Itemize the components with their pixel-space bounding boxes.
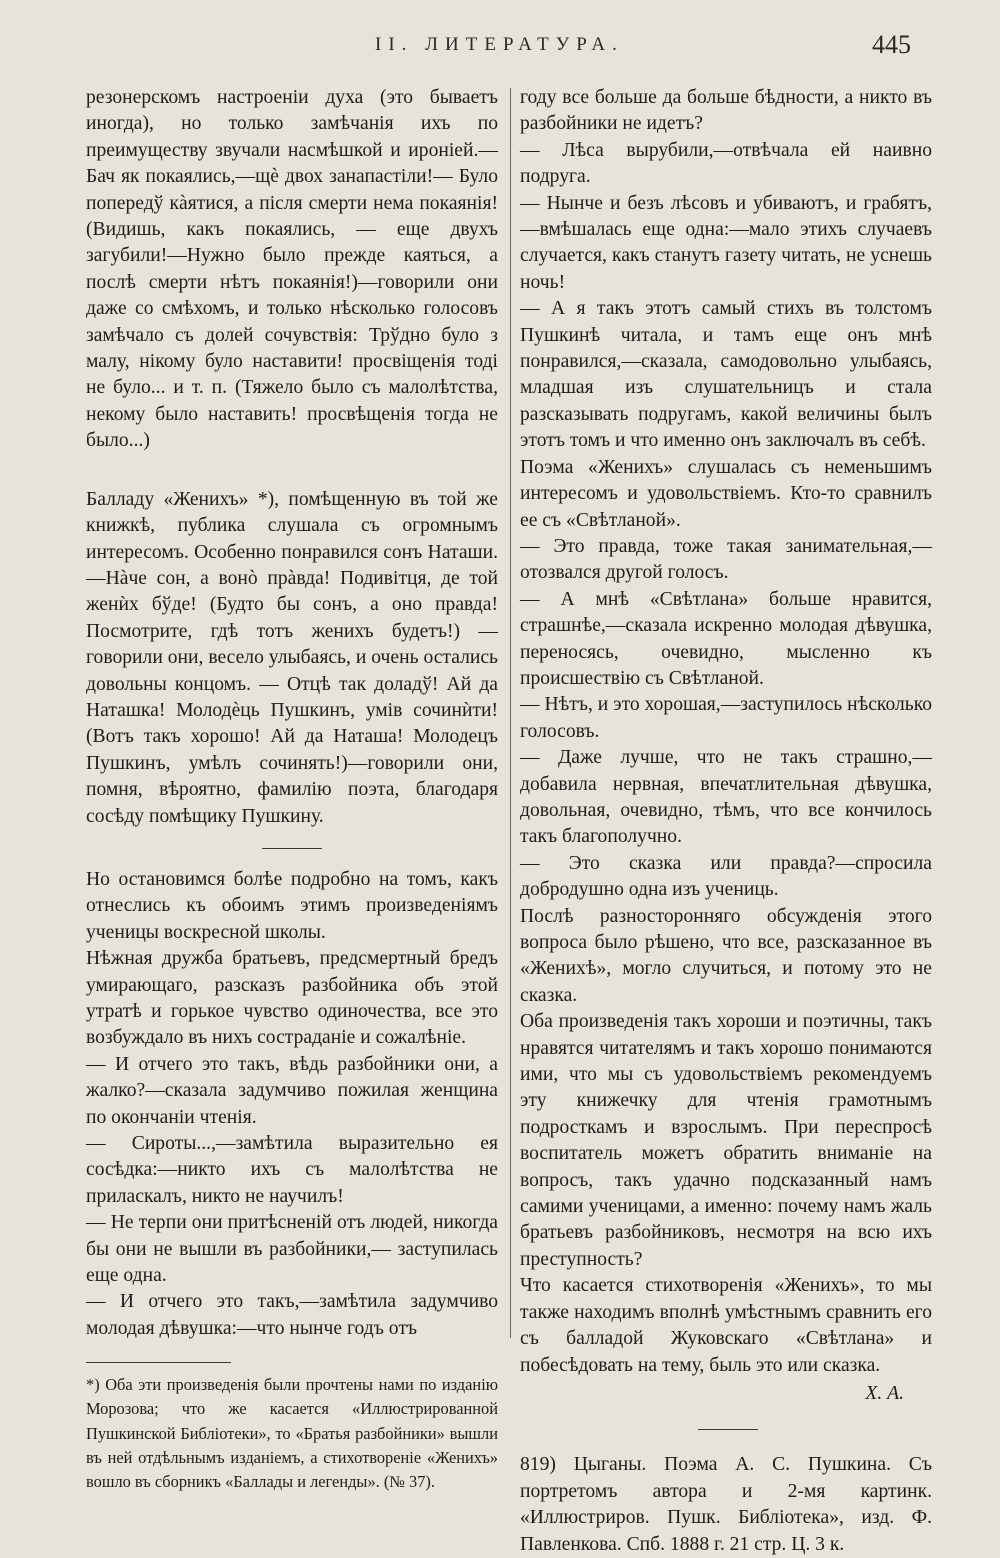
paragraph: Оба произведенія такъ хороши и поэтичны, такъ нравятся читателямъ и такъ хорошо понимаются ими, что мы съ удовольствіемъ рекомендуемъ эту книжечку для чтенія грамотнымъ подросткамъ и взрослымъ. При переспросѣ воспитатель можетъ обратить вниманіе на вопросъ, такъ удачно подсказанный намъ самими ученицами, а именно: почему намъ жаль братьевъ разбойниковъ, несмотря на всю ихъ преступность? (520, 1011, 932, 1270)
paragraph: Послѣ разносторонняго обсужденія этого вопроса было рѣшено, что все, разсказанное въ «Женихѣ», могло случиться, и потому это не сказка. (520, 905, 932, 1006)
paragraph: — Сироты...,—замѣтила выразительно ея сосѣдка:—никто ихъ съ малолѣтства не приласкалъ, никто не научилъ! (86, 1133, 498, 1207)
footnote-divider (86, 1362, 231, 1363)
author-signature: Х. А. (865, 1382, 904, 1404)
section-divider (698, 1429, 758, 1430)
section-divider (262, 848, 322, 849)
paragraph: — Лѣса вырубили,—отвѣчала ей наивно подруга. (520, 139, 932, 188)
paragraph: — А мнѣ «Свѣтлана» больше нравится, страшнѣе,—сказала искренно молодая дѣвушка, переносясь, очевидно, мысленно къ происшествію съ Свѣтланой. (520, 588, 932, 689)
column-divider (510, 88, 511, 1338)
left-column (86, 85, 498, 1494)
paragraph: резонерскомъ настроеніи духа (это бываетъ иногда), но только замѣчанія ихъ по преимуществу звучали насмѣшкой и ироніей.— Бач як покаялись,—щѐ двох занапастіли!— Було попередў кàятися, а після смерти нема покаянія! (Видишь, какъ покаялись, — еще двухъ загубили!—Нужно было прежде каяться, а послѣ смерти нѣтъ покаянія!)—говорили они даже со смѣхомъ, и только нѣсколько голосовъ замѣчало съ долей сочувствія: Трўдно було з малу, нікому було наставити! просвіщенія тоді не було... и т. п. (Тяжело было съ малолѣтства, некому было наставить! просвѣщенія тогда не было...) (86, 87, 498, 452)
paragraph: — А я такъ этотъ самый стихъ въ толстомъ Пушкинѣ читала, и тамъ еще онъ мнѣ понравился,—сказала, самодовольно улыбаясь, младшая изъ слушательницъ и стала разсказывать подругамъ, какой величины былъ этотъ томъ и что именно онъ заключалъ въ себѣ. (520, 298, 932, 452)
section-gap (86, 455, 498, 487)
paragraph: Балладу «Женихъ» *), помѣщенную въ той же книжкѣ, публика слушала съ огромнымъ интересомъ. Особенно понравился сонъ Наташи.—Нàче сон, а вонò прàвда! Подивітця, де той женѝх бўде! (Будто бы сонъ, а оно правда! Посмотрите, гдѣ тотъ женихъ будетъ!) — говорили они, весело улыбаясь, и очень остались довольны концомъ. — Отцѣ так доладў! Ай да Наташка! Молодѐць Пушкинъ, умів сочинѝти! (Вотъ такъ хорошо! Ай да Наташа! Молодецъ Пушкинъ, умѣлъ сочинять!)—говорили они, помня, вѣроятно, фамилію поэта, благодаря сосѣду помѣщику Пушкину. (86, 488, 498, 827)
paragraph: — Нѣтъ, и это хорошая,—заступилось нѣсколько голосовъ. (520, 694, 933, 742)
footnote: *) Оба эти произведенія были прочтены нами по изданію Морозова; что же касается «Иллюстрированной Пушкинской Библіотеки», то «Братья разбойники» вышли въ ней отдѣльнымъ изданіемъ, а стихотвореніе «Женихъ» вошло въ сборникъ «Баллады и легенды». (№ 37). (86, 1375, 498, 1492)
paragraph: — И отчего это такъ,—замѣтила задумчиво молодая дѣвушка:—что нынче годъ отъ (86, 1291, 498, 1339)
paragraph: — Это правда, тоже такая занимательная,—отозвался другой голосъ. (520, 535, 932, 584)
paragraph: Но остановимся болѣе подробно на томъ, какъ отнеслись къ обоимъ этимъ произведеніямъ ученицы воскресной школы. (86, 868, 498, 943)
paragraph: — Не терпи они притѣсненій отъ людей, никогда бы они не вышли въ разбойники,— заступилась еще одна. (86, 1212, 498, 1287)
paragraph: Поэма «Женихъ» слушалась съ неменьшимъ интересомъ и удовольствіемъ. Кто-то сравнилъ ее съ «Свѣтланой». (520, 456, 932, 531)
paragraph: Что касается стихотворенія «Женихъ», то мы также находимъ вполнѣ умѣстнымъ сравнить его съ балладой Жуковскаго «Свѣтлана» и побесѣдовать на тему, быль это или сказка. (520, 1275, 932, 1376)
right-column (520, 85, 932, 1558)
paragraph: — Это сказка или правда?—спросила добродушно одна изъ учениць. (520, 852, 932, 901)
paragraph: году все больше да больше бѣдности, а никто въ разбойники не идетъ? (520, 87, 932, 135)
page-number: 445 (872, 30, 911, 59)
paragraph: — Даже лучше, что не такъ страшно,— добавила нервная, впечатлительная дѣвушка, довольная, очевидно, тѣмъ, что все кончилось такъ благополучно. (520, 747, 932, 848)
catalog-entry: 819) Цыганы. Поэма А. С. Пушкина. Съ портретомъ автора и 2-мя картинк. «Иллюстриров. Пушк. Библіотека», изд. Ф. Павленкова. Спб. 1888 г. 21 стр. Ц. 3 к. (520, 1454, 932, 1555)
paragraph: Нѣжная дружба братьевъ, предсмертный бредъ умирающаго, разсказъ разбойника объ этой утратѣ и горькое чувство одиночества, все это возбуждало въ нихъ состраданіе и сожалѣніе. (86, 948, 498, 1049)
paragraph: — И отчего это такъ, вѣдь разбойники они, а жалко?—сказала задумчиво пожилая женщина по окончаніи чтенія. (86, 1053, 498, 1128)
paragraph: — Нынче и безъ лѣсовъ и убиваютъ, и грабятъ,—вмѣшалась еще одна:—мало этихъ случаевъ случается, какъ станутъ газету читать, не уснешь ночь! (520, 192, 932, 293)
running-header-title: II. ЛИТЕРАТУРА. (375, 34, 624, 55)
